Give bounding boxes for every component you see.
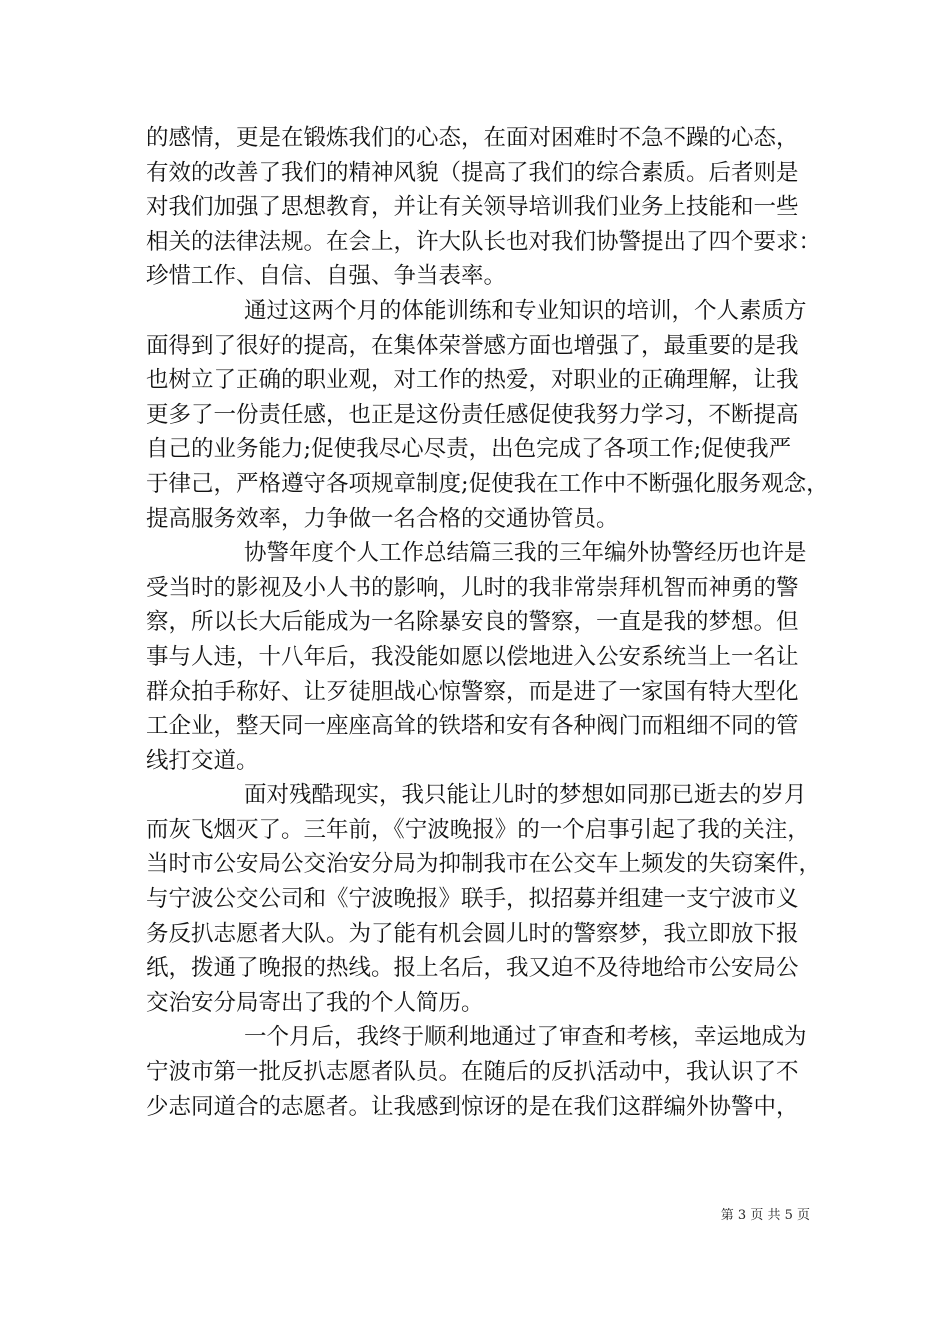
text-line: 于律己，严格遵守各项规章制度;促使我在工作中不断强化服务观念， [146,470,829,497]
text-line: 珍惜工作、自信、自强、争当表率。 [146,263,507,290]
text-line: 工企业，整天同一座座高耸的铁塔和安有各种阀门而粗细不同的管 [146,713,799,740]
text-line: 群众拍手称好、让歹徒胆战心惊警察，而是进了一家国有特大型化 [146,678,799,705]
text-line: 的感情，更是在锻炼我们的心态，在面对困难时不急不躁的心态， [146,125,799,151]
paragraph-first-line: 面对残酷现实，我只能让儿时的梦想如同那已逝去的岁月 [244,782,807,809]
document-body [146,121,829,1124]
page-footer: 第 3 页 共 5 页 [720,1208,810,1223]
text-line: 交治安分局寄出了我的个人简历。 [146,989,484,1016]
paragraph-first-line: 协警年度个人工作总结篇三我的三年编外协警经历也许是 [244,540,807,567]
text-line: 提高服务效率，力争做一名合格的交通协管员。 [146,505,619,532]
text-line: 有效的改善了我们的精神风貌（提高了我们的综合素质。后者则是 [146,159,799,186]
text-line: 面得到了很好的提高，在集体荣誉感方面也增强了，最重要的是我 [146,332,799,359]
text-line: 而灰飞烟灭了。三年前，《宁波晚报》的一个启事引起了我的关注， [146,816,810,843]
text-line: 对我们加强了思想教育，并让有关领导培训我们业务上技能和一些 [146,194,799,221]
paragraph-first-line: 一个月后，我终于顺利地通过了审查和考核，幸运地成为 [244,1024,807,1051]
text-line: 事与人违，十八年后，我没能如愿以偿地进入公安系统当上一名让 [146,643,799,670]
text-line: 当时市公安局公交治安分局为抑制我市在公交车上频发的失窃案件， [146,851,822,878]
text-line: 务反扒志愿者大队。为了能有机会圆儿时的警察梦，我立即放下报 [146,920,799,947]
text-line: 少志同道合的志愿者。让我感到惊讶的是在我们这群编外协警中， [146,1093,799,1120]
text-line: 察，所以长大后能成为一名除暴安良的警察，一直是我的梦想。但 [146,609,799,636]
paragraph-first-line: 通过这两个月的体能训练和专业知识的培训，个人素质方 [244,297,807,324]
text-line: 自己的业务能力;促使我尽心尽责，出色完成了各项工作;促使我严 [146,436,792,463]
text-line: 也树立了正确的职业观，对工作的热爱，对职业的正确理解，让我 [146,367,799,394]
text-line: 更多了一份责任感，也正是这份责任感促使我努力学习，不断提高 [146,401,799,428]
text-line: 受当时的影视及小人书的影响，儿时的我非常崇拜机智而神勇的警 [146,574,799,601]
text-line: 相关的法律法规。在会上，许大队长也对我们协警提出了四个要求： [146,228,822,255]
text-line: 线打交道。 [146,747,259,774]
text-line: 纸，拨通了晚报的热线。报上名后，我又迫不及待地给市公安局公 [146,955,799,982]
text-line: 宁波市第一批反扒志愿者队员。在随后的反扒活动中，我认识了不 [146,1059,799,1086]
text-line: 与宁波公交公司和《宁波晚报》联手，拟招募并组建一支宁波市义 [146,886,799,913]
